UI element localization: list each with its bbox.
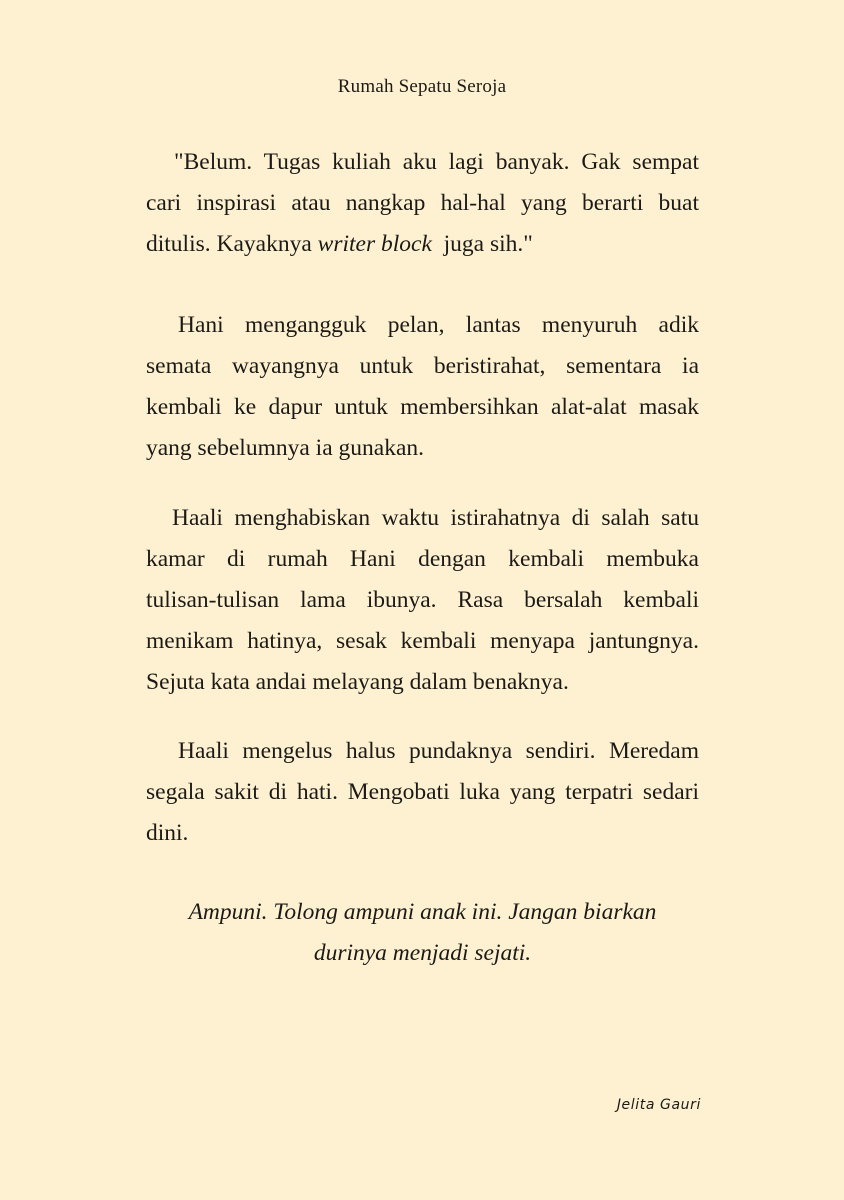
paragraph-line: dini.: [146, 820, 189, 846]
line-text: Haali menghabiskan waktu istirahatnya di salah satu: [172, 505, 699, 531]
quote-line: Ampuni. Tolong ampuni anak ini. Jangan biarkan: [188, 899, 657, 925]
paragraph-1: [146, 142, 699, 265]
line-text: ditulis. Kayaknya: [146, 231, 318, 257]
line-text: Haali mengelus halus pundaknya sendiri. Meredam: [178, 738, 699, 764]
quote-line: durinya menjadi sejati.: [313, 940, 532, 966]
paragraph-line: [146, 142, 699, 183]
paragraph-line: segala sakit di hati. Mengobati luka yang terpatri sedari: [146, 779, 699, 805]
line-text: Hani mengangguk pelan, lantas menyuruh adik: [178, 312, 699, 338]
paragraph-line: Sejuta kata andai melayang dalam benaknya.: [146, 669, 569, 695]
paragraph-line: [146, 305, 699, 346]
paragraph-line: kembali ke dapur untuk membersihkan alat-alat masak: [146, 394, 699, 420]
paragraph-line: tulisan-tulisan lama ibunya. Rasa bersalah kembali: [146, 587, 699, 613]
paragraph-4: [146, 731, 699, 854]
paragraph-line: kamar di rumah Hani dengan kembali membuka: [146, 546, 699, 572]
italic-quote: [146, 892, 699, 974]
paragraph-line: [146, 224, 699, 265]
paragraph-line: yang sebelumnya ia gunakan.: [146, 435, 424, 461]
paragraph-line: cari inspirasi atau nangkap hal-hal yang berarti buat: [146, 190, 699, 216]
paragraph-line: [146, 731, 699, 772]
line-text: "Belum. Tugas kuliah aku lagi banyak. Gak sempat: [174, 149, 699, 175]
paragraph-line: semata wayangnya untuk beristirahat, sementara ia: [146, 353, 699, 379]
paragraph-3: [146, 498, 699, 703]
paragraph-2: [146, 305, 699, 469]
author-signature: Jelita Gauri: [616, 1097, 701, 1113]
paragraph-line: [146, 498, 699, 539]
book-title: Rumah Sepatu Seroja: [337, 76, 507, 97]
paragraph-line: menikam hatinya, sesak kembali menyapa jantungnya.: [146, 628, 699, 654]
line-text: juga sih.": [431, 231, 533, 257]
italic-phrase: writer block: [317, 231, 432, 257]
